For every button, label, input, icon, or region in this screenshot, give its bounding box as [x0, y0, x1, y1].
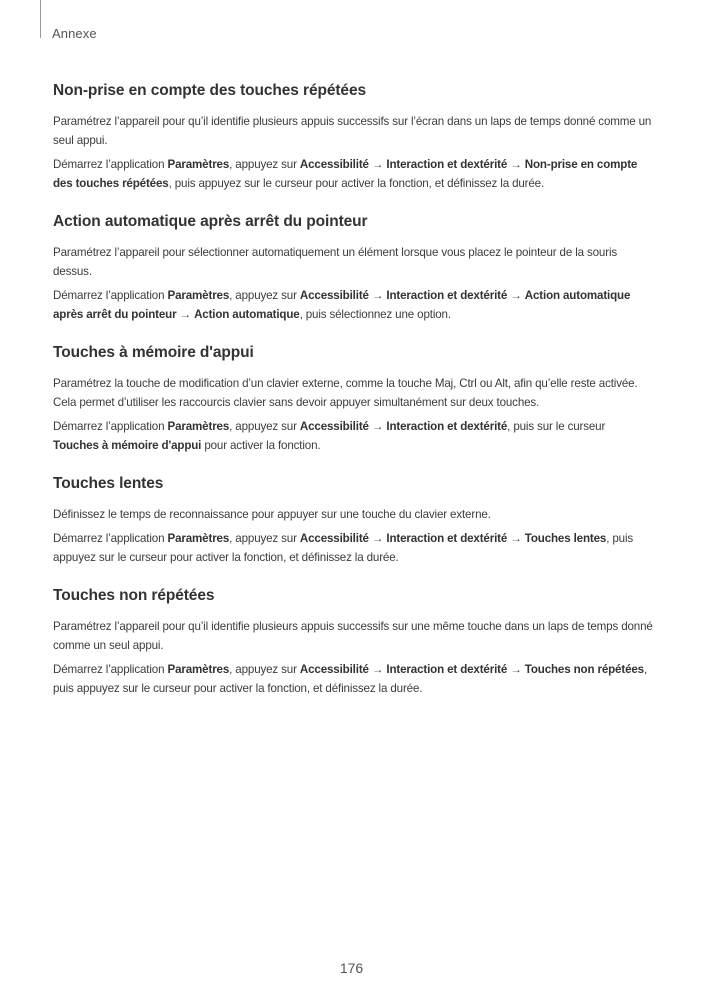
instruction-text: , appuyez sur — [229, 289, 300, 302]
menu-path-term: Interaction et dextérité — [386, 158, 508, 171]
section-intro: Paramétrez l’appareil pour qu’il identifie plusieurs appuis successifs sur l’écran dans un laps de temps donné comme un seul appui. — [53, 115, 652, 147]
instruction-text: → — [507, 289, 525, 302]
menu-path-term: Touches lentes — [524, 532, 607, 545]
section-title: Touches à mémoire d'appui — [53, 344, 254, 361]
menu-path-term: Accessibilité — [299, 289, 369, 302]
instruction-text: , puis appuyez sur le curseur pour activer la fonction, et définissez la durée. — [53, 532, 634, 564]
instruction-text: → — [368, 420, 387, 433]
instruction-text: → — [507, 663, 525, 676]
instruction-text: pour activer la fonction. — [201, 439, 321, 452]
menu-path-term: Paramètres — [167, 532, 230, 545]
menu-path-term: Paramètres — [167, 420, 230, 433]
instruction-text: → — [368, 663, 387, 676]
instruction-text: , appuyez sur — [229, 158, 300, 171]
instruction-text: → — [507, 532, 525, 545]
menu-path-term: Paramètres — [167, 289, 230, 302]
section-intro: Définissez le temps de reconnaissance pour appuyer sur une touche du clavier externe. — [53, 508, 491, 521]
section-auto-action — [53, 213, 653, 324]
menu-path-term: Action automatique — [194, 308, 300, 321]
instruction-text: → — [368, 289, 387, 302]
menu-path-term: Paramètres — [167, 158, 230, 171]
section-title: Action automatique après arrêt du pointeur — [53, 213, 368, 230]
section-instructions — [53, 660, 653, 698]
section-instructions — [53, 155, 653, 193]
menu-path-term: Non-prise en compte des touches répétées — [53, 158, 638, 190]
instruction-text: , puis sélectionnez une option. — [299, 308, 451, 321]
section-instructions — [53, 417, 653, 455]
menu-path-term: Interaction et dextérité — [386, 289, 508, 302]
section-instructions — [53, 286, 653, 324]
section-bounce-keys — [53, 587, 653, 698]
instruction-text: Démarrez l’application — [53, 289, 168, 302]
menu-path-term: Accessibilité — [299, 532, 369, 545]
margin-rule — [40, 0, 41, 38]
instruction-text: , appuyez sur — [229, 420, 300, 433]
instruction-text: Démarrez l’application — [53, 158, 168, 171]
section-intro: Paramétrez l’appareil pour sélectionner automatiquement un élément lorsque vous placez le pointeur de la souris dessus. — [53, 246, 618, 278]
menu-path-term: Accessibilité — [299, 663, 369, 676]
menu-path-term: Interaction et dextérité — [386, 663, 508, 676]
running-header: Annexe — [52, 26, 97, 41]
page-content — [53, 82, 653, 718]
menu-path-term: Action automatique après arrêt du pointeur — [53, 289, 631, 321]
menu-path-term: Accessibilité — [299, 420, 369, 433]
instruction-text: , puis appuyez sur le curseur pour activer la fonction, et définissez la durée. — [53, 663, 648, 695]
instruction-text: , appuyez sur — [229, 532, 300, 545]
menu-path-term: Touches non répétées — [524, 663, 644, 676]
menu-path-term: Interaction et dextérité — [386, 420, 508, 433]
instruction-text: Démarrez l’application — [53, 420, 168, 433]
menu-path-term: Accessibilité — [299, 158, 369, 171]
section-title: Touches lentes — [53, 475, 164, 492]
menu-path-term: Interaction et dextérité — [386, 532, 508, 545]
menu-path-term: Paramètres — [167, 663, 230, 676]
section-instructions — [53, 529, 653, 567]
instruction-text: → — [368, 158, 387, 171]
section-repeated-touches — [53, 82, 653, 193]
page-number: 176 — [339, 960, 364, 976]
instruction-text: , puis sur le curseur — [507, 420, 606, 433]
instruction-text: , appuyez sur — [229, 663, 300, 676]
instruction-text: Démarrez l’application — [53, 532, 168, 545]
section-intro: Paramétrez l’appareil pour qu’il identifie plusieurs appuis successifs sur une même touche dans un laps de temps donné comme un seul appui. — [53, 620, 653, 652]
instruction-text: → — [507, 158, 525, 171]
section-slow-keys — [53, 475, 653, 567]
section-title: Non-prise en compte des touches répétées — [53, 82, 366, 99]
menu-path-term: Touches à mémoire d'appui — [53, 439, 202, 452]
section-sticky-keys — [53, 344, 653, 455]
instruction-text: → — [368, 532, 387, 545]
section-title: Touches non répétées — [53, 587, 215, 604]
instruction-text: , puis appuyez sur le curseur pour activer la fonction, et définissez la durée. — [168, 177, 545, 190]
section-intro: Paramétrez la touche de modification d’un clavier externe, comme la touche Maj, Ctrl ou Alt, afin qu’elle reste activée. Cela permet d’utiliser les raccourcis clavier sans devoir appuyer simultanément sur deux touches. — [53, 377, 638, 409]
instruction-text: → — [176, 308, 195, 321]
instruction-text: Démarrez l’application — [53, 663, 168, 676]
